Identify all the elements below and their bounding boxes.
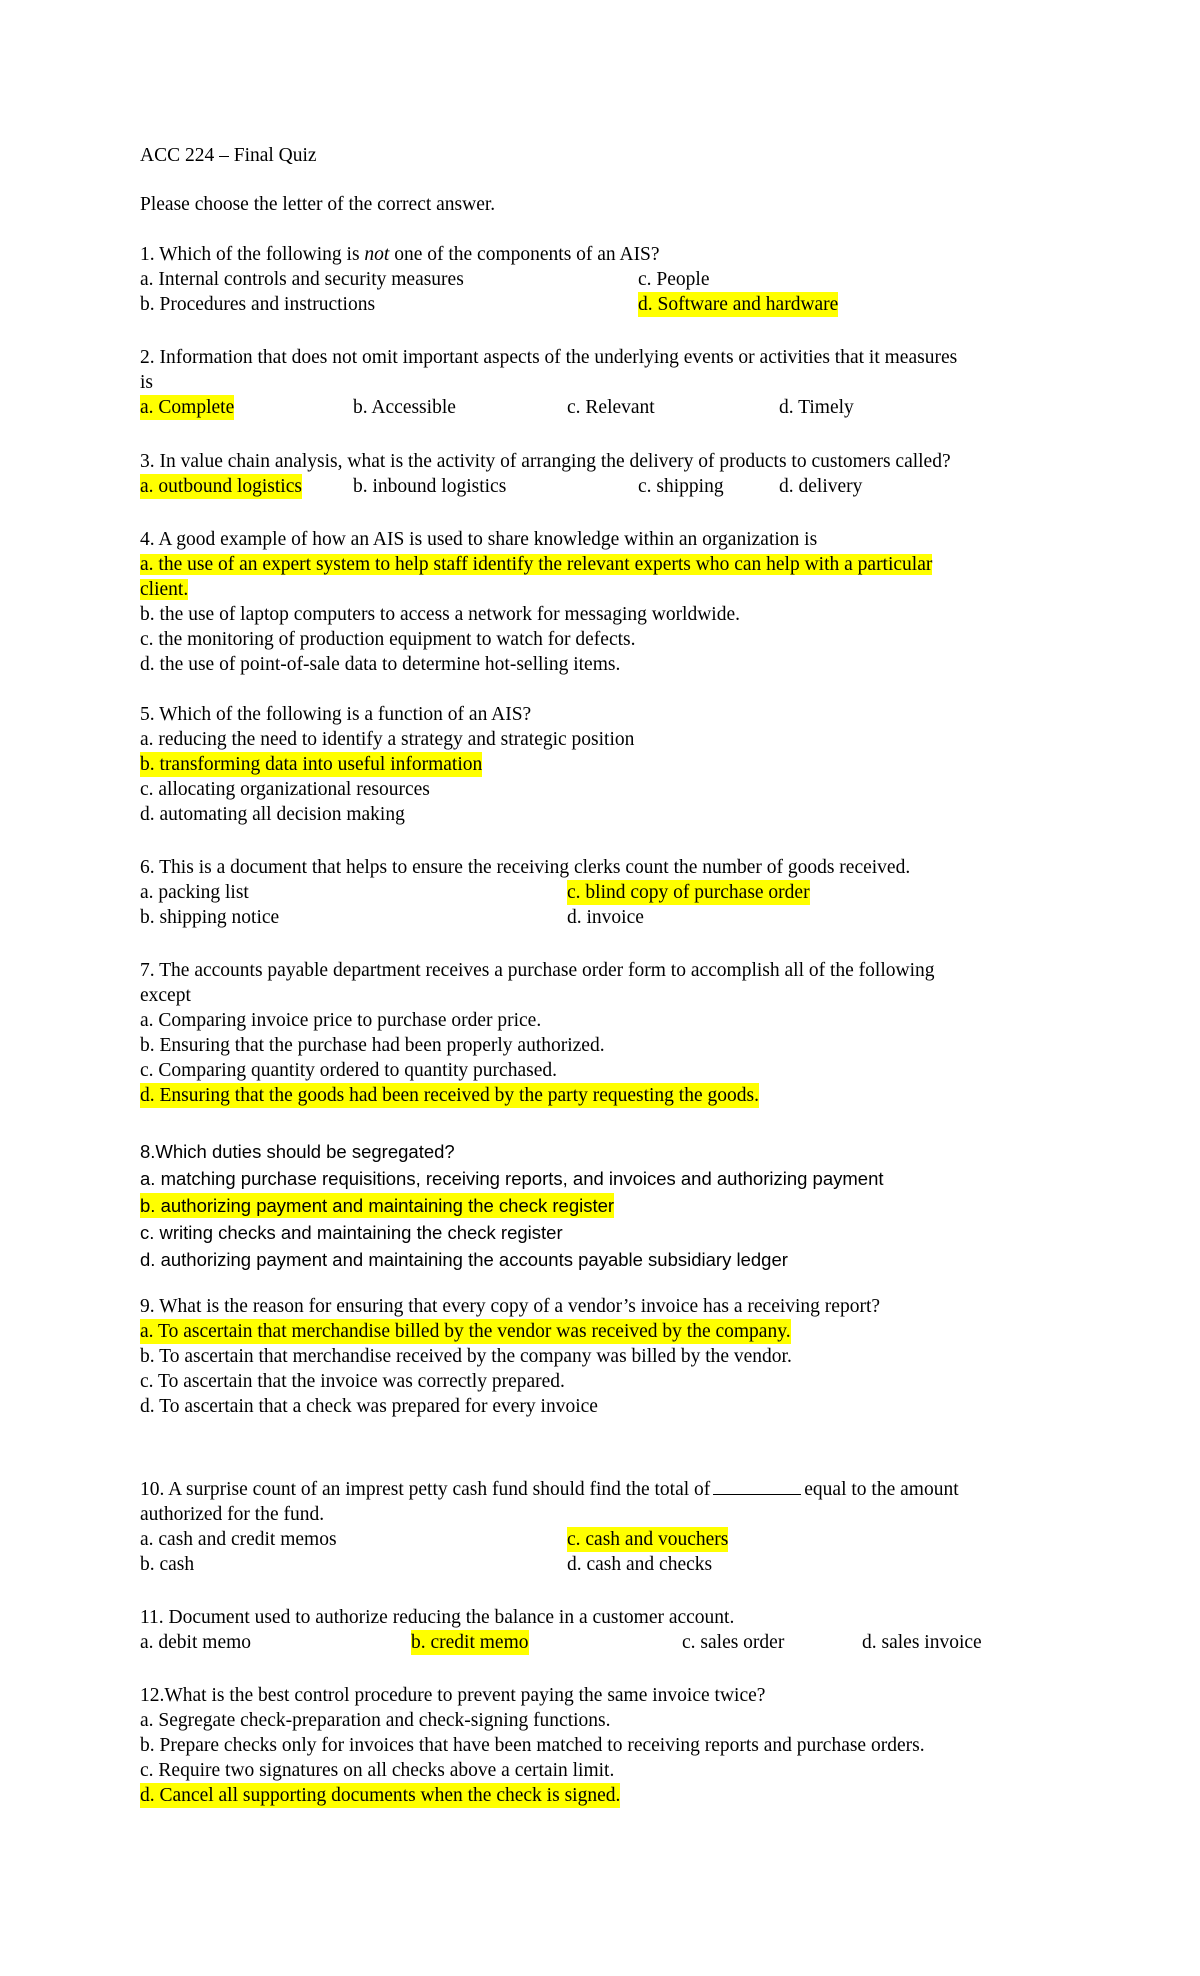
q12-stem: 12.What is the best control procedure to prevent paying the same invoice twice? xyxy=(140,1685,766,1706)
q2-option-c: c. Relevant xyxy=(567,397,655,418)
q6-option-b: b. shipping notice xyxy=(140,907,280,928)
q10-stem-after: equal to the amount xyxy=(804,1479,959,1500)
quiz-title: ACC 224 – Final Quiz xyxy=(140,145,317,166)
q4-option-d: d. the use of point-of-sale data to determine hot-selling items. xyxy=(140,654,621,675)
q6-option-c-answer: c. blind copy of purchase order xyxy=(567,882,810,903)
q4-option-a-line2-text: client. xyxy=(140,579,189,600)
q6-stem: 6. This is a document that helps to ensure the receiving clerks count the number of goods received. xyxy=(140,857,911,878)
q1-stem-before: 1. Which of the following is xyxy=(140,244,365,265)
q3-option-b: b. inbound logistics xyxy=(353,476,507,497)
q2-option-b: b. Accessible xyxy=(353,397,456,418)
q4-option-a-line2 xyxy=(140,577,188,602)
q9-stem: 9. What is the reason for ensuring that every copy of a vendor’s invoice has a receiving report? xyxy=(140,1296,881,1317)
q12-option-d-answer: d. Cancel all supporting documents when the check is signed. xyxy=(140,1785,621,1806)
q10-stem-line2: authorized for the fund. xyxy=(140,1504,325,1525)
q7-option-a: a. Comparing invoice price to purchase order price. xyxy=(140,1010,542,1031)
q5-option-b-answer: b. transforming data into useful information xyxy=(140,754,483,775)
q2-stem-line2: is xyxy=(140,372,154,393)
q11-option-c: c. sales order xyxy=(682,1632,785,1653)
q7-option-d-answer: d. Ensuring that the goods had been received by the party requesting the goods. xyxy=(140,1085,759,1106)
q1-option-c: c. People xyxy=(638,269,710,290)
q12-option-a: a. Segregate check-preparation and check-signing functions. xyxy=(140,1710,611,1731)
q2-option-a-answer: a. Complete xyxy=(140,397,235,418)
q1-option-a: a. Internal controls and security measures xyxy=(140,269,464,290)
q10-answer-blank xyxy=(713,1477,801,1495)
q10-option-d: d. cash and checks xyxy=(567,1554,713,1575)
q4-stem: 4. A good example of how an AIS is used to share knowledge within an organization is xyxy=(140,529,818,550)
q5-option-d: d. automating all decision making xyxy=(140,804,405,825)
q3-option-a-answer: a. outbound logistics xyxy=(140,476,302,497)
q8-stem: 8.Which duties should be segregated? xyxy=(140,1141,455,1162)
q7-stem-line2: except xyxy=(140,985,191,1006)
q6-option-a: a. packing list xyxy=(140,882,249,903)
q8-option-d: d. authorizing payment and maintaining the accounts payable subsidiary ledger xyxy=(140,1249,788,1270)
q11-option-a: a. debit memo xyxy=(140,1632,252,1653)
q12-option-b: b. Prepare checks only for invoices that have been matched to receiving reports and purchase orders. xyxy=(140,1735,925,1756)
q4-option-b: b. the use of laptop computers to access a network for messaging worldwide. xyxy=(140,604,741,625)
q8-option-c: c. writing checks and maintaining the check register xyxy=(140,1222,563,1243)
q7-option-b: b. Ensuring that the purchase had been properly authorized. xyxy=(140,1035,605,1056)
q4-option-c: c. the monitoring of production equipment to watch for defects. xyxy=(140,629,636,650)
q2-option-d: d. Timely xyxy=(779,397,854,418)
q6-option-d: d. invoice xyxy=(567,907,644,928)
q8-option-a: a. matching purchase requisitions, receiving reports, and invoices and authorizing payment xyxy=(140,1168,884,1189)
q1-stem xyxy=(140,242,660,267)
q4-option-a-line1: a. the use of an expert system to help staff identify the relevant experts who can help with a particular xyxy=(140,554,933,575)
q10-option-a: a. cash and credit memos xyxy=(140,1529,337,1550)
q12-option-c: c. Require two signatures on all checks above a certain limit. xyxy=(140,1760,615,1781)
q4-option-a-answer xyxy=(140,552,1060,577)
q3-option-d: d. delivery xyxy=(779,476,863,497)
q2-stem-line1: 2. Information that does not omit important aspects of the underlying events or activities that it measures xyxy=(140,347,958,368)
q3-option-c: c. shipping xyxy=(638,476,724,497)
q1-option-d-answer: d. Software and hardware xyxy=(638,294,839,315)
q1-stem-emphasis: not xyxy=(364,244,390,265)
q8-option-b-answer: b. authorizing payment and maintaining the check register xyxy=(140,1195,615,1216)
q11-option-b-answer: b. credit memo xyxy=(411,1632,529,1653)
quiz-instruction: Please choose the letter of the correct answer. xyxy=(140,194,496,215)
q11-option-d: d. sales invoice xyxy=(862,1632,982,1653)
q9-option-d: d. To ascertain that a check was prepared for every invoice xyxy=(140,1396,598,1417)
q9-option-b: b. To ascertain that merchandise received by the company was billed by the vendor. xyxy=(140,1346,792,1367)
q1-stem-after: one of the components of an AIS? xyxy=(389,244,660,265)
q11-stem: 11. Document used to authorize reducing the balance in a customer account. xyxy=(140,1607,735,1628)
q7-option-c: c. Comparing quantity ordered to quantity purchased. xyxy=(140,1060,557,1081)
q10-stem-before: 10. A surprise count of an imprest petty cash fund should find the total of xyxy=(140,1479,711,1500)
q10-option-b: b. cash xyxy=(140,1554,195,1575)
q7-stem-line1: 7. The accounts payable department receives a purchase order form to accomplish all of the following xyxy=(140,960,935,981)
q3-stem: 3. In value chain analysis, what is the activity of arranging the delivery of products to customers called? xyxy=(140,451,951,472)
q5-option-a: a. reducing the need to identify a strategy and strategic position xyxy=(140,729,635,750)
q9-option-a-answer: a. To ascertain that merchandise billed by the vendor was received by the company. xyxy=(140,1321,791,1342)
q10-stem-line1 xyxy=(140,1477,959,1502)
q9-option-c: c. To ascertain that the invoice was correctly prepared. xyxy=(140,1371,565,1392)
q10-option-c-answer: c. cash and vouchers xyxy=(567,1529,729,1550)
q5-stem: 5. Which of the following is a function of an AIS? xyxy=(140,704,532,725)
q5-option-c: c. allocating organizational resources xyxy=(140,779,430,800)
q1-option-b: b. Procedures and instructions xyxy=(140,294,376,315)
